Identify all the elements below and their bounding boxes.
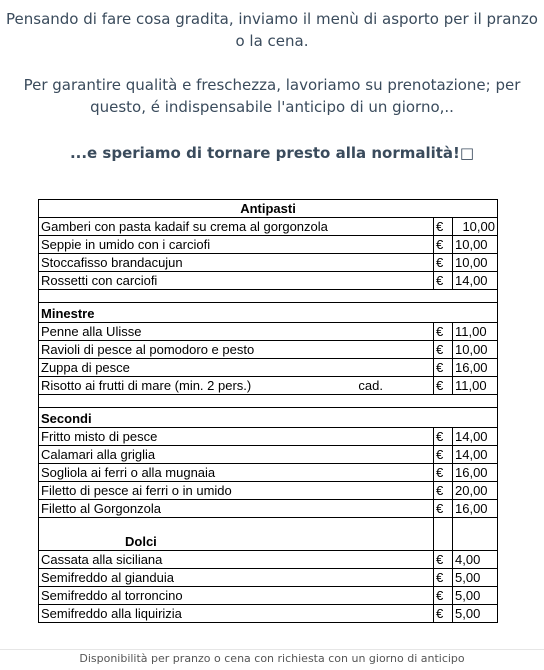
dish-name-text: Penne alla Ulisse (41, 324, 142, 339)
dish-name-text: Seppie in umido con i carciofi (41, 237, 211, 252)
dish-price: 16,00 (453, 464, 498, 482)
menu-table (38, 199, 498, 623)
footer-note: Disponibilità per pranzo o cena con richiesta con un giorno di anticipo (0, 649, 544, 665)
dish-name (39, 482, 434, 500)
dish-note: cad. (358, 378, 383, 393)
section-header-row (39, 518, 498, 551)
menu-item-row (39, 254, 498, 272)
dish-name-text: Ravioli di pesce al pomodoro e pesto (41, 342, 255, 357)
dish-price: 16,00 (453, 359, 498, 377)
dish-name (39, 551, 434, 569)
section-header-row (39, 408, 498, 428)
currency-symbol: € (434, 323, 453, 341)
menu-item-row (39, 482, 498, 500)
dish-price: 5,00 (453, 605, 498, 623)
dish-name-text: Cassata alla siciliana (41, 552, 163, 567)
currency-symbol: € (434, 254, 453, 272)
currency-symbol: € (434, 341, 453, 359)
currency-symbol: € (434, 377, 453, 395)
currency-symbol: € (434, 500, 453, 518)
dish-name (39, 500, 434, 518)
currency-symbol: € (434, 482, 453, 500)
currency-symbol: € (434, 236, 453, 254)
spacer-row (39, 395, 498, 408)
dish-name-text: Semifreddo al gianduia (41, 570, 174, 585)
currency-symbol: € (434, 446, 453, 464)
dish-name-text: Semifreddo al torroncino (41, 588, 183, 603)
dish-name (39, 236, 434, 254)
intro-paragraph-3: ...e speriamo di tornare presto alla normalità!□ (69, 144, 475, 162)
dish-name (39, 341, 434, 359)
dish-price: 5,00 (453, 569, 498, 587)
dish-name-text: Semifreddo alla liquirizia (41, 606, 182, 621)
dish-price: 5,00 (453, 587, 498, 605)
menu-item-row (39, 218, 498, 236)
dish-name-text: Calamari alla griglia (41, 447, 156, 462)
dish-name (39, 218, 434, 236)
menu-item-row (39, 323, 498, 341)
dish-price: 10,00 (453, 218, 498, 236)
currency-symbol: € (434, 569, 453, 587)
section-header-row (39, 200, 498, 218)
price-empty (453, 518, 498, 551)
menu-item-row (39, 236, 498, 254)
dish-name-text: Zuppa di pesce (41, 360, 130, 375)
dish-name-text: Gamberi con pasta kadaif su crema al gorgonzola (41, 219, 328, 234)
dish-price: 16,00 (453, 500, 498, 518)
dish-price: 14,00 (453, 428, 498, 446)
section-header-row (39, 303, 498, 323)
dish-price: 14,00 (453, 272, 498, 290)
menu-item-row (39, 377, 498, 395)
dish-name (39, 272, 434, 290)
menu-item-row (39, 569, 498, 587)
dish-name-text: Stoccafisso brandacujun (41, 255, 183, 270)
dish-name (39, 323, 434, 341)
currency-symbol: € (434, 272, 453, 290)
currency-symbol: € (434, 464, 453, 482)
section-title: Secondi (39, 408, 498, 428)
dish-name-text: Sogliola ai ferri o alla mugnaia (41, 465, 216, 480)
currency-symbol: € (434, 587, 453, 605)
menu-item-row (39, 428, 498, 446)
dish-name (39, 359, 434, 377)
dish-price: 14,00 (453, 446, 498, 464)
currency-symbol: € (434, 605, 453, 623)
dish-name-text: Rossetti con carciofi (41, 273, 158, 288)
currency-symbol: € (434, 359, 453, 377)
menu-item-row (39, 359, 498, 377)
menu-item-row (39, 605, 498, 623)
currency-symbol: € (434, 428, 453, 446)
dish-name (39, 446, 434, 464)
menu-item-row (39, 446, 498, 464)
section-title: Dolci (39, 518, 434, 551)
currency-empty (434, 518, 453, 551)
currency-symbol: € (434, 551, 453, 569)
menu-item-row (39, 464, 498, 482)
dish-name (39, 428, 434, 446)
section-title: Minestre (39, 303, 498, 323)
dish-name (39, 377, 434, 395)
dish-price: 4,00 (453, 551, 498, 569)
dish-name (39, 587, 434, 605)
menu-item-row (39, 551, 498, 569)
dish-name-text: Filetto al Gorgonzola (41, 501, 161, 516)
dish-name (39, 569, 434, 587)
dish-name-text: Fritto misto di pesce (41, 429, 158, 444)
dish-name (39, 254, 434, 272)
dish-name (39, 464, 434, 482)
dish-price: 11,00 (453, 323, 498, 341)
currency-symbol: € (434, 218, 453, 236)
dish-price: 10,00 (453, 236, 498, 254)
spacer-cell (39, 395, 498, 408)
dish-name-text: Risotto ai frutti di mare (min. 2 pers.) (41, 378, 252, 393)
menu-item-row (39, 587, 498, 605)
dish-name-text: Filetto di pesce ai ferri o in umido (41, 483, 232, 498)
menu-item-row (39, 341, 498, 359)
intro-paragraph-1: Pensando di fare cosa gradita, inviamo il menù di asporto per il pranzo o la cena. (6, 10, 538, 50)
dish-price: 10,00 (453, 341, 498, 359)
dish-price: 20,00 (453, 482, 498, 500)
intro-paragraph-2: Per garantire qualità e freschezza, lavoriamo su prenotazione; per questo, é indispensabile l'anticipo di un giorno,.. (23, 76, 521, 116)
spacer-cell (39, 290, 498, 303)
menu-item-row (39, 272, 498, 290)
menu-item-row (39, 500, 498, 518)
section-title: Antipasti (39, 200, 498, 218)
dish-price: 11,00 (453, 377, 498, 395)
spacer-row (39, 290, 498, 303)
dish-price: 10,00 (453, 254, 498, 272)
dish-name (39, 605, 434, 623)
